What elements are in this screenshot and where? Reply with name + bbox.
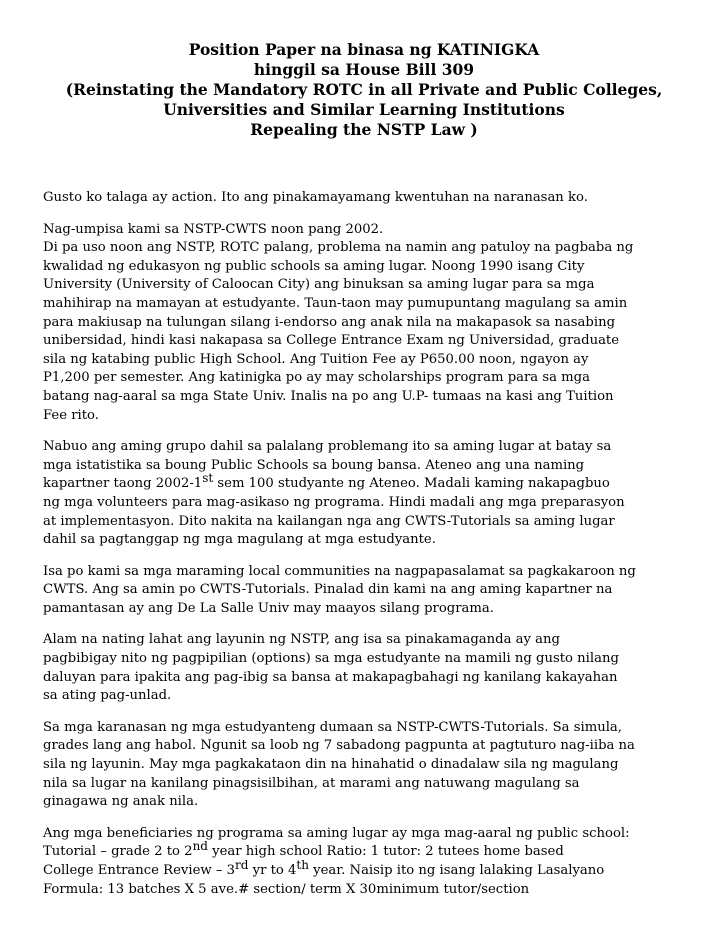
title-line: Universities and Similar Learning Institutions <box>163 100 565 119</box>
paragraph-student-experience <box>43 719 693 812</box>
document-body <box>43 189 693 912</box>
text-segment: year. Naisip ito ng isang lalaking Lasalyano <box>308 863 605 878</box>
text-line: unibersidad, hindi kasi nakapasa sa College Entrance Exam ng Universidad, graduate <box>43 333 620 349</box>
text-line: CWTS. Ang sa amin po CWTS-Tutorials. Pinalad din kami na ang aming kapartner na <box>43 582 613 598</box>
text-segment: sem 100 studyante ng Ateneo. Madali kaming nakapagbuo <box>213 476 610 492</box>
paragraph-group-origin <box>43 438 693 550</box>
text-segment: Tutorial – grade 2 to 2 <box>43 844 193 860</box>
superscript: st <box>202 471 214 486</box>
text-segment: yr to 4 <box>248 863 297 878</box>
text-line: dahil sa pagtanggap ng mga magulang at mga estudyante. <box>43 532 436 548</box>
text-line <box>43 471 693 494</box>
text-line: pagbibigay nito ng pagpipilian (options) sa mga estudyante na mamili ng gusto nilang <box>43 651 619 667</box>
text-line: Nabuo ang aming grupo dahil sa palalang problemang ito sa aming lugar at batay sa <box>43 439 612 455</box>
text-line: sila ng layunin. May mga pagkakataon din na hinahatid o dinadalaw sila ng magulang <box>43 757 619 773</box>
title-line: (Reinstating the Mandatory ROTC in all Private and Public Colleges, <box>65 80 663 99</box>
paragraph-background <box>43 221 693 426</box>
paragraph-nstp-purpose <box>43 631 693 705</box>
paragraph-intro <box>43 189 693 208</box>
text-line: para makiusap na tulungan silang i-endorso ang anak nila na makapasok sa nasabing <box>43 314 616 330</box>
text-line: Alam na nating lahat ang layunin ng NSTP, ang isa sa pinakamaganda ay ang <box>43 632 560 648</box>
superscript: th <box>296 858 309 872</box>
text-line: Fee rito. <box>43 407 99 423</box>
text-line: ginagawa ng anak nila. <box>43 794 199 810</box>
paragraph-beneficiaries <box>43 825 693 899</box>
text-line: batang nag-aaral sa mga State Univ. Inalis na po ang U.P- tumaas na kasi ang Tuition <box>43 388 614 404</box>
text-line: Gusto ko talaga ay action. Ito ang pinakamayamang kwentuhan na naranasan ko. <box>43 190 588 205</box>
text-line: mga istatistika sa boung Public Schools sa boung bansa. Ateneo ang una naming <box>43 457 585 473</box>
superscript: rd <box>235 858 249 872</box>
text-line: sila ng katabing public High School. Ang Tuition Fee ay P650.00 noon, ngayon ay <box>43 351 589 367</box>
title-line: hinggil sa House Bill 309 <box>253 60 475 79</box>
title-line: Position Paper na binasa ng KATINIGKA <box>188 40 540 59</box>
paragraph-local-communities <box>43 563 693 619</box>
text-line: Nag-umpisa kami sa NSTP-CWTS noon pang 2002. <box>43 221 384 237</box>
text-line: sa ating pag-unlad. <box>43 688 172 704</box>
text-segment: year high school Ratio: 1 tutor: 2 tutees home based <box>207 844 564 860</box>
text-line <box>43 839 693 862</box>
text-line <box>43 858 693 881</box>
text-line: kwalidad ng edukasyon ng public schools sa aming lugar. Noong 1990 isang City <box>43 258 585 274</box>
text-line: Formula: 13 batches X 5 ave.# section/ term X 30minimum tutor/section <box>43 881 530 897</box>
text-segment: College Entrance Review – 3 <box>43 863 236 878</box>
text-line: P1,200 per semester. Ang katinigka po ay may scholarships program para sa mga <box>43 370 590 386</box>
text-line: grades lang ang habol. Ngunit sa loob ng 7 sabadong pagpunta at pagtuturo nag-iiba na <box>43 738 635 754</box>
text-line: Sa mga karanasan ng mga estudyanteng dumaan sa NSTP-CWTS-Tutorials. Sa simula, <box>43 719 622 735</box>
text-line: mahihirap na mamayan at estudyante. Taun-taon may pumupuntang magulang sa amin <box>43 295 628 311</box>
text-line: Ang mga beneficiaries ng programa sa aming lugar ay mga mag-aaral ng public school: <box>43 825 630 841</box>
text-line: daluyan para ipakita ang pag-ibig sa bansa at makapagbahagi ng kanilang kakayahan <box>43 669 618 685</box>
text-line: pamantasan ay ang De La Salle Univ may maayos silang programa. <box>43 600 494 616</box>
title-line: Repealing the NSTP Law ) <box>250 120 478 139</box>
text-line: nila sa lugar na kanilang pinagsisilbihan, at marami ang natuwang magulang sa <box>43 775 580 791</box>
text-line: University (University of Caloocan City) ang binuksan sa aming lugar para sa mga <box>43 277 595 293</box>
superscript: nd <box>192 839 208 854</box>
position-paper-title <box>0 40 728 140</box>
text-line: Isa po kami sa mga maraming local communities na nagpapasalamat sa pagkakaroon ng <box>43 563 636 579</box>
text-line: Di pa uso noon ang NSTP, ROTC palang, problema na namin ang patuloy na pagbaba ng <box>43 240 634 256</box>
text-line: ng mga volunteers para mag-asikaso ng programa. Hindi madali ang mga preparasyon <box>43 494 625 510</box>
text-segment: kapartner taong 2002-1 <box>43 476 203 492</box>
text-line: at implementasyon. Dito nakita na kailangan nga ang CWTS-Tutorials sa aming lugar <box>43 513 615 529</box>
